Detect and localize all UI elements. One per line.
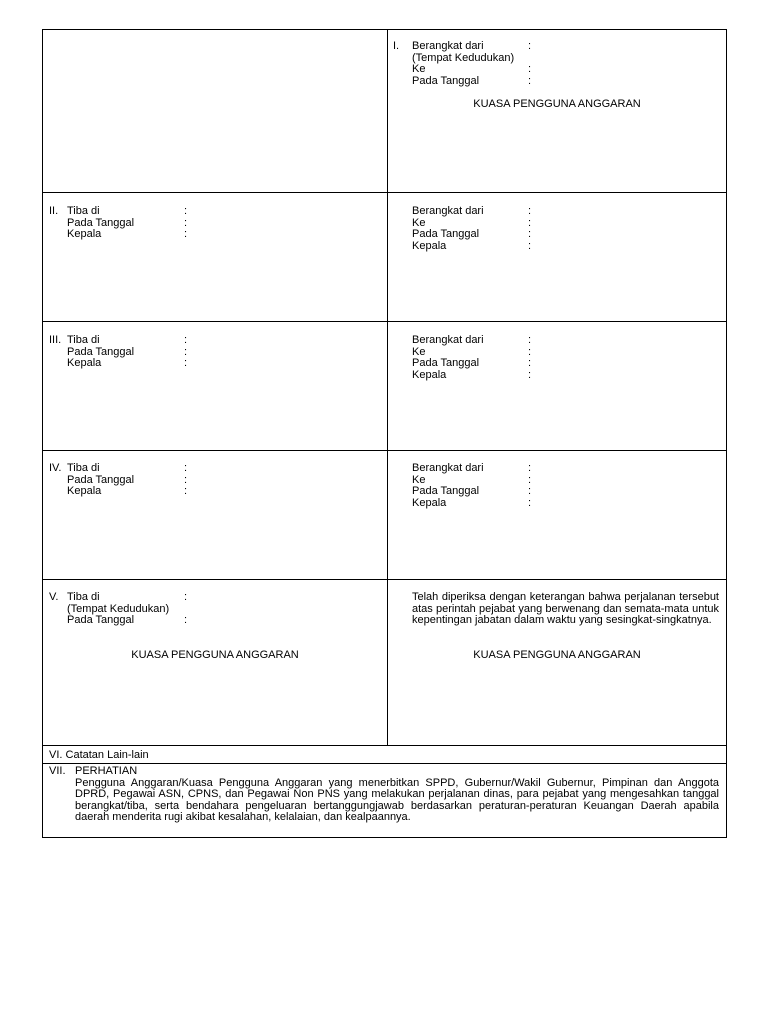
section-5-right-signature-title: KUASA PENGGUNA ANGGARAN bbox=[473, 649, 641, 661]
section-1-origin-label: (Tempat Kedudukan) bbox=[412, 51, 515, 64]
row-divider-4 bbox=[42, 579, 727, 580]
section-5-origin-label: (Tempat Kedudukan) bbox=[67, 602, 170, 615]
section-2-number: II. bbox=[49, 205, 59, 217]
row-divider-2 bbox=[42, 321, 727, 322]
section-2-colon: : bbox=[184, 228, 188, 240]
section-2-colon: : bbox=[528, 239, 532, 252]
section-2-colon: : bbox=[528, 205, 532, 217]
section-4-right-date-label: Pada Tanggal bbox=[412, 485, 480, 497]
section-5-colon: : bbox=[184, 591, 188, 603]
row-divider-5 bbox=[42, 745, 727, 746]
row-divider-3 bbox=[42, 450, 727, 451]
section-2-head-label: Kepala bbox=[67, 228, 102, 240]
section-5-number: V. bbox=[49, 591, 59, 603]
section-3-colon: : bbox=[528, 357, 532, 369]
section-3-colon: : bbox=[184, 345, 188, 358]
section-5-verification-text: Telah diperiksa dengan keterangan bahwa perjalanan tersebut atas perintah pejabat yang berwenang dan semata-mata untuk kepentingan jabatan dalam waktu yang sesingkat-singkatnya. bbox=[412, 591, 719, 626]
section-4-arrival-label: Tiba di bbox=[67, 462, 100, 474]
form-border-bottom bbox=[42, 837, 727, 838]
section-2-colon: : bbox=[184, 216, 188, 229]
section-4-colon: : bbox=[528, 462, 532, 474]
section-3-to-label: Ke bbox=[412, 345, 426, 358]
section-2-right-head-label: Kepala bbox=[412, 239, 447, 252]
section-2-right-date-label: Pada Tanggal bbox=[412, 228, 480, 240]
section-5-colon: : bbox=[184, 614, 188, 626]
section-4-colon: : bbox=[184, 473, 188, 486]
section-4-number: IV. bbox=[49, 462, 62, 474]
section-4-date-label: Pada Tanggal bbox=[67, 473, 135, 486]
section-3-date-label: Pada Tanggal bbox=[67, 345, 135, 358]
section-4-colon: : bbox=[528, 473, 532, 486]
section-3-arrival-label: Tiba di bbox=[67, 334, 100, 346]
section-7-number: VII. bbox=[49, 765, 66, 777]
section-1-colon: : bbox=[528, 40, 532, 52]
section-3-colon: : bbox=[184, 334, 188, 346]
row-divider-1 bbox=[42, 192, 727, 193]
section-4-colon: : bbox=[528, 485, 532, 497]
section-2-arrival-label: Tiba di bbox=[67, 205, 100, 217]
section-4-head-label: Kepala bbox=[67, 485, 102, 497]
column-divider bbox=[387, 29, 388, 746]
section-5-arrival-label: Tiba di bbox=[67, 591, 100, 603]
section-3-right-date-label: Pada Tanggal bbox=[412, 357, 480, 369]
section-1-colon: : bbox=[528, 74, 532, 87]
form-border-left bbox=[42, 29, 43, 838]
section-3-number: III. bbox=[49, 334, 62, 346]
section-4-colon: : bbox=[184, 462, 188, 474]
section-1-colon: : bbox=[528, 63, 532, 75]
section-4-colon: : bbox=[184, 485, 188, 497]
form-border-top bbox=[42, 29, 727, 30]
section-1-number: I. bbox=[393, 40, 400, 52]
form-border-right bbox=[726, 29, 727, 838]
section-6-notes-label: VI. Catatan Lain-lain bbox=[49, 749, 149, 761]
section-2-colon: : bbox=[184, 205, 188, 217]
section-5-date-label: Pada Tanggal bbox=[67, 614, 135, 626]
section-1-date-label: Pada Tanggal bbox=[412, 74, 480, 87]
section-4-departure-label: Berangkat dari bbox=[412, 462, 484, 474]
section-2-colon: : bbox=[528, 216, 532, 229]
section-7-heading: PERHATIAN bbox=[75, 765, 138, 777]
section-4-to-label: Ke bbox=[412, 473, 426, 486]
section-3-right-head-label: Kepala bbox=[412, 368, 447, 381]
section-4-colon: : bbox=[528, 496, 532, 509]
section-3-head-label: Kepala bbox=[67, 357, 102, 369]
section-3-colon: : bbox=[528, 345, 532, 358]
section-3-departure-label: Berangkat dari bbox=[412, 334, 484, 346]
section-1-departure-label: Berangkat dari bbox=[412, 40, 484, 52]
section-4-right-head-label: Kepala bbox=[412, 496, 447, 509]
section-1-signature-title: KUASA PENGGUNA ANGGARAN bbox=[473, 98, 641, 110]
section-2-colon: : bbox=[528, 228, 532, 240]
section-2-date-label: Pada Tanggal bbox=[67, 216, 135, 229]
section-1-to-label: Ke bbox=[412, 63, 426, 75]
section-3-colon: : bbox=[184, 357, 188, 369]
row-divider-6 bbox=[42, 763, 727, 764]
section-2-to-label: Ke bbox=[412, 216, 426, 229]
section-3-colon: : bbox=[528, 368, 532, 381]
section-2-departure-label: Berangkat dari bbox=[412, 205, 484, 217]
section-3-colon: : bbox=[528, 334, 532, 346]
section-7-notice-text: Pengguna Anggaran/Kuasa Pengguna Anggaran yang menerbitkan SPPD, Gubernur/Wakil Gubernur, Pimpinan dan Anggota DPRD, Pegawai ASN, CPNS, dan Pegawai Non PNS yang melakukan perjalanan dinas, para pejabat yang mengesahkan tanggal berangkat/tiba, serta bendahara pengeluaran bertanggungjawab berdasarkan peraturan-peraturan Keuangan Daerah apabila daerah menderita rugi akibat kesalahan, kelalaian, dan kealpaannya. bbox=[75, 776, 719, 823]
section-5-left-signature-title: KUASA PENGGUNA ANGGARAN bbox=[131, 649, 299, 661]
